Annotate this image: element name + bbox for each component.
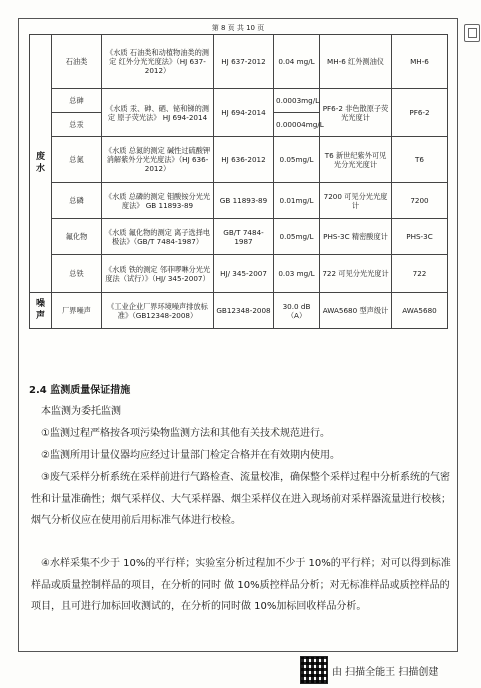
standard-cell: HJ 637-2012 [214,35,274,89]
paragraph: ④水样采集不少于 10%的平行样；实验室分析过程加不少于 10%的平行样；对可以得到标准样品或质量控制样品的项目，在分析的同时 做 10%质控样品分析；对无标准样品或质控样品的项目，且可进行加标回收测试的，在分析的同时做 10%加标回收样品分析。 [31,558,451,612]
paragraph: ①监测过程严格按各项污染物监测方法和其他有关技术规范进行。 [41,428,330,439]
category-wastewater: 废水 [30,35,52,293]
table-row [30,219,448,255]
item-cell: 氟化物 [52,219,102,255]
limit-cell: 0.04 mg/L [274,35,320,89]
model-cell: PF6-2 [392,89,448,137]
standard-cell: HJ/ 345-2007 [214,255,274,293]
table-row [30,89,448,113]
method-cell: 《水质 总磷的测定 钼酸铵分光光度法》 GB 11893-89 [102,183,214,219]
scanner-watermark [300,656,438,684]
paragraph: ③废气采样分析系统在采样前进行气路检查、流量校准，确保整个采样过程中分析系统的气密性和计量准确性；烟气采样仪、大气采样器、烟尘采样仪在进入现场前对采样器流量进行校核；烟气分析仪应在使用前后用标准气体进行校检。 [31,472,451,526]
watermark-text: 由 扫描全能王 扫描创建 [332,666,439,678]
model-cell: MH-6 [392,35,448,89]
item-cell: 总砷 [52,89,102,113]
limit-cell: 0.05mg/L [274,137,320,183]
method-cell: 《水质 汞、砷、硒、铋和锑的测定 原子荧光法》 HJ 694-2014 [102,89,214,137]
document-icon [464,24,480,42]
limit-cell: 30.0 dB（A） [274,293,320,329]
limit-cell: 0.0003mg/L [274,89,320,113]
method-cell: 《工业企业厂界环境噪声排放标准》（GB12348-2008） [102,293,214,329]
table-row [30,293,448,329]
instrument-cell: T6 新世纪紫外可见光分光光度计 [320,137,392,183]
category-noise: 噪声 [30,293,52,329]
method-cell: 《水质 石油类和动植物油类的测定 红外分光光度法》（HJ 637-2012） [102,35,214,89]
model-cell: T6 [392,137,448,183]
page-number: 第 8 页 共 10 页 [211,24,265,32]
item-cell: 总磷 [52,183,102,219]
limit-cell: 0.01mg/L [274,183,320,219]
limit-cell: 0.05mg/L [274,219,320,255]
instrument-cell: MH-6 红外测油仪 [320,35,392,89]
standard-cell: GB 11893-89 [214,183,274,219]
standard-cell: GB/T 7484-1987 [214,219,274,255]
model-cell: AWA5680 [392,293,448,329]
method-cell: 《水质 铁的测定 邻菲啰啉分光光度法（试行）》（HJ/ 345-2007） [102,255,214,293]
model-cell: 7200 [392,183,448,219]
limit-cell: 0.00004mg/L [274,113,320,137]
item-cell: 石油类 [52,35,102,89]
instrument-cell: AWA5680 型声级计 [320,293,392,329]
table-row [30,255,448,293]
document-page [18,18,458,652]
section-title: 2.4 监测质量保证措施 [29,385,131,396]
table-row [30,35,448,89]
qr-code-icon [300,656,328,684]
standard-cell: HJ 694-2014 [214,89,274,137]
item-cell: 总汞 [52,113,102,137]
instrument-cell: 722 可见分光光度计 [320,255,392,293]
model-cell: 722 [392,255,448,293]
instrument-cell: PHS-3C 精密酸度计 [320,219,392,255]
monitoring-methods-table [29,34,448,329]
standard-cell: GB12348-2008 [214,293,274,329]
method-cell: 《水质 总氮的测定 碱性过硫酸钾消解紫外分光光度法》（HJ 636-2012） [102,137,214,183]
item-cell: 总氮 [52,137,102,183]
table-row [30,137,448,183]
paragraph: 本监测为委托监测 [41,406,121,417]
standard-cell: HJ 636-2012 [214,137,274,183]
method-cell: 《水质 氟化物的测定 离子选择电极法》（GB/T 7484-1987） [102,219,214,255]
item-cell: 厂界噪声 [52,293,102,329]
limit-cell: 0.03 mg/L [274,255,320,293]
instrument-cell: 7200 可见分光光度计 [320,183,392,219]
table-row [30,183,448,219]
model-cell: PHS-3C [392,219,448,255]
instrument-cell: PF6-2 非色散原子荧光光度计 [320,89,392,137]
item-cell: 总铁 [52,255,102,293]
paragraph: ②监测所用计量仪器均应经过计量部门检定合格并在有效期内使用。 [41,450,340,461]
